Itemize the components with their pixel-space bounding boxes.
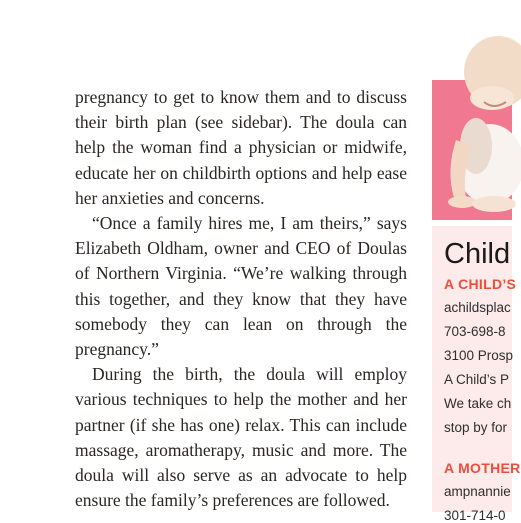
listing-line: A Child’s P: [444, 372, 510, 387]
sidebar: [432, 80, 521, 523]
article-paragraph-2: “Once a family hires me, I am theirs,” says Elizabeth Oldham, owner and CEO of Doulas of Northern Virginia. “We’re walking through this together, and they know that they have somebody they can lean on through the pregnancy.”: [75, 213, 407, 360]
article-paragraph-3: During the birth, the doula will employ various techniques to help the mother and her partner (if she has one) relax. This can include massage, aromatherapy, music and more. The doula will also serve as an advocate to help ensure the family’s preferences are followed.: [75, 364, 407, 511]
article-paragraph-1: pregnancy to get to know them and to discuss their birth plan (see sidebar). The doula can help the woman find a physician or midwife, educate her on childbirth options and help ease her anxieties and concerns.: [75, 87, 407, 208]
sidebar-heading: Child: [444, 238, 511, 270]
listing-name: A MOTHER: [444, 460, 521, 476]
listing-name: A CHILD’S: [444, 276, 517, 292]
listing-line: 301-714-0: [444, 508, 506, 523]
listing-line: We take ch: [444, 396, 512, 411]
baby-illustration: [432, 80, 512, 226]
article-body: [75, 85, 407, 513]
listing-line: 3100 Prosp: [444, 348, 514, 363]
baby-photo-icon: [432, 80, 512, 226]
listing-line: stop by for: [444, 420, 508, 435]
listing-line: 703-698-8: [444, 324, 506, 339]
listing-line: achildsplac: [444, 300, 511, 315]
listing-line: ampnannie: [444, 484, 511, 499]
sidebar-panel: [432, 226, 521, 523]
